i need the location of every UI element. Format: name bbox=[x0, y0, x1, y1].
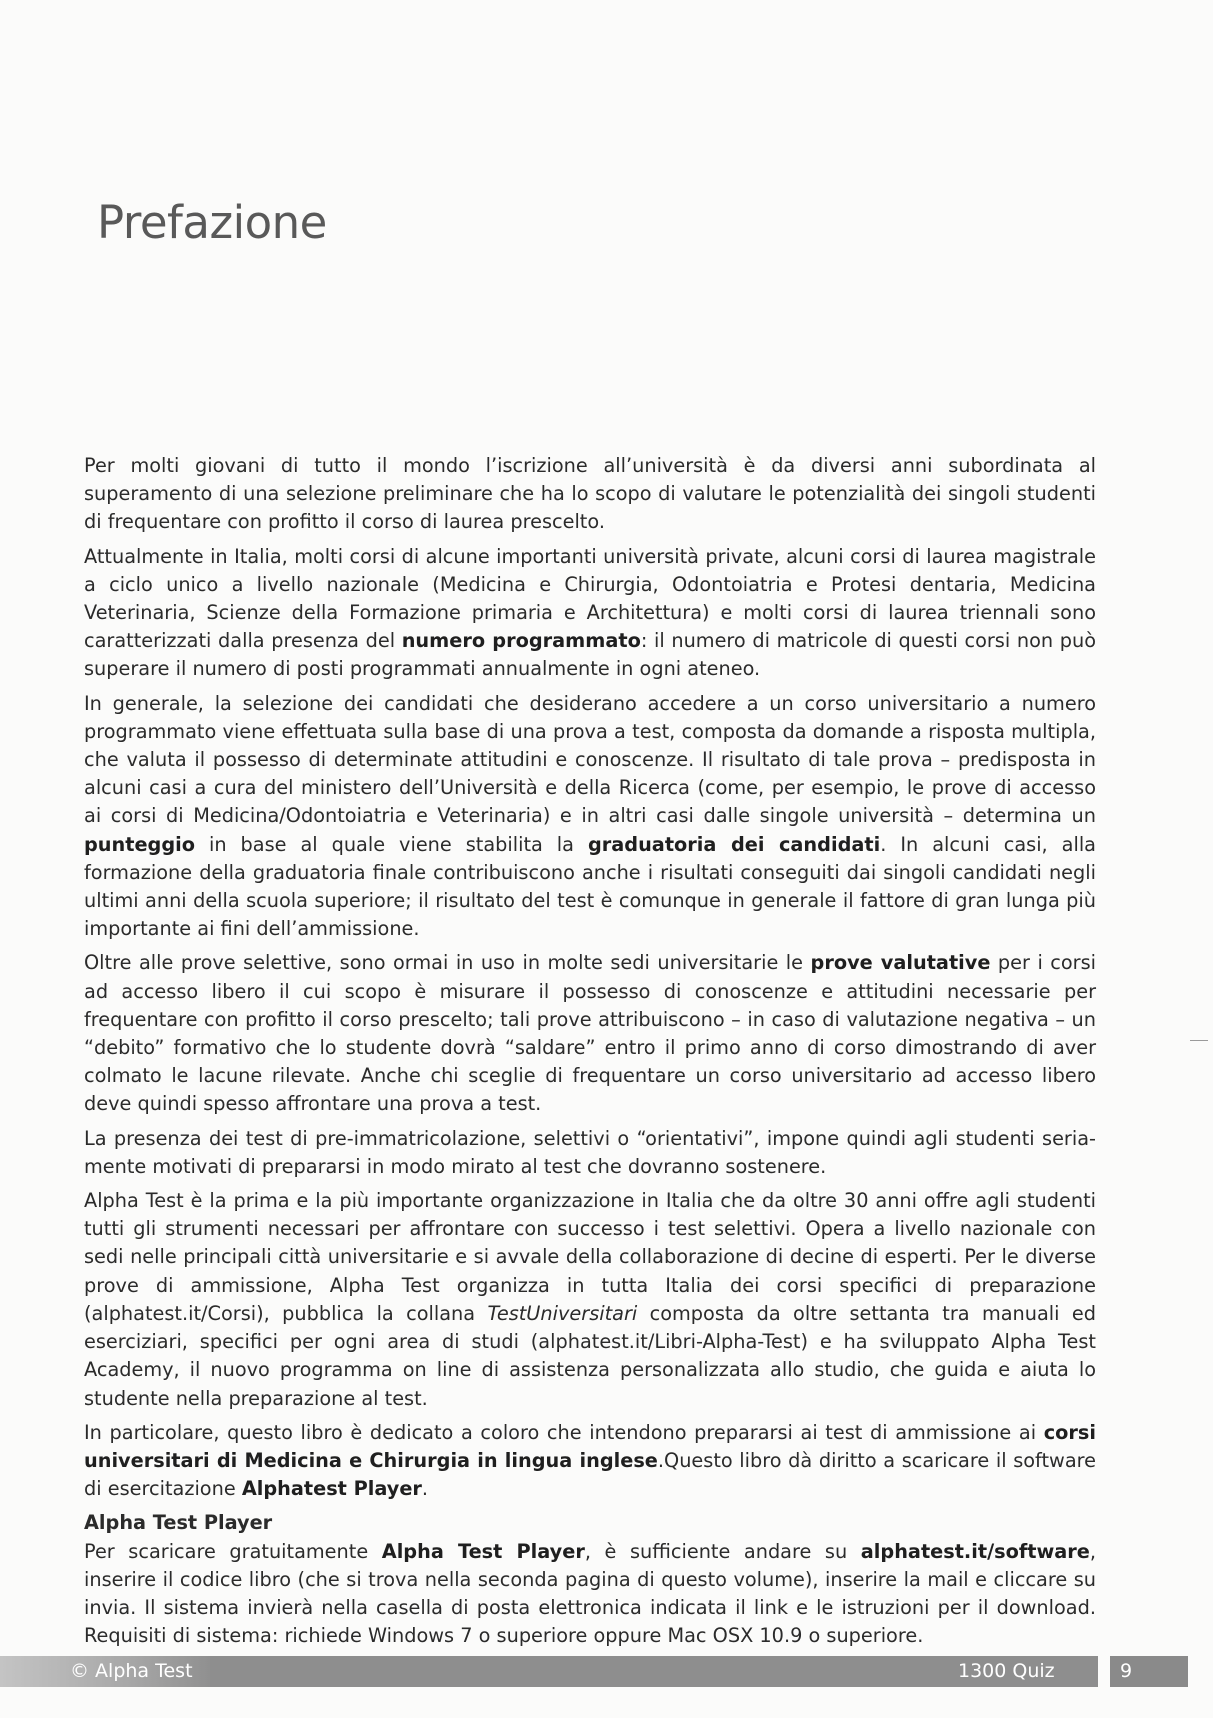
paragraph-3-bold-graduatoria: graduatoria dei candidati bbox=[587, 832, 881, 856]
paragraph-6-text-c: composta da oltre settanta tra manuali ed eserciziari, specifici per ogni area di studi (alphatest.it/Libri-Alpha-Test) e ha sviluppato Alpha Test Academy, il nuovo programma on line di assistenza personalizzata allo studio, che guida e aiuta lo studente nella preparazione al test. bbox=[84, 1301, 1096, 1410]
paragraph-2-bold-numero-programmato: numero programmato bbox=[401, 629, 641, 653]
paragraph-3-text-a: In generale, la selezione dei candidati che desiderano accedere a un corso universitario a numero programmato viene effettuata sulla base di una prova a test, composta da domande a risposta multipla, che valuta il possesso di determinate attitudini e conoscenze. Il risultato di tale prova – predisposta in alcuni casi a cura del ministero dell’Università e della Ricerca (come, per esempio, le prove di accesso ai corsi di Medicina/Odontoiatria e Veterinaria) e in altri casi dalle singole università – determina un bbox=[84, 691, 1096, 828]
paragraph-3 bbox=[84, 690, 1096, 944]
paragraph-8-text-a: Per scaricare gratuitamente bbox=[84, 1539, 382, 1563]
paragraph-3-bold-punteggio: punteggio bbox=[84, 832, 196, 856]
paragraph-6-text-a: Alpha Test è la prima e la più importante organizzazione in Italia che da oltre 30 anni offre agli studenti tutti gli strumenti necessari per affrontare con successo i test selettivi. Opera a livello nazionale con sedi nelle principali città universitarie e si avvale della collaborazione di decine di esperti. Per le diverse prove di ammissione, Alpha Test organizza in tutta Italia dei corsi specifici di preparazione (alphatest.it/Corsi), pubblica la collana bbox=[84, 1189, 1096, 1325]
paragraph-8-bold-player: Alpha Test Player bbox=[381, 1539, 585, 1563]
paragraph-7-text-e: . bbox=[421, 1477, 429, 1501]
paragraph-4-bold-prove-valutative: prove valutative bbox=[810, 951, 991, 975]
paragraph-2-text-c: : il numero di matricole di questi corsi non può superare il numero di posti programmati annualmente in ogni ateneo. bbox=[84, 629, 1096, 681]
paragraph-6-italic-series: TestUniversitari bbox=[487, 1301, 638, 1325]
paragraph-2 bbox=[84, 543, 1096, 684]
paragraph-7 bbox=[84, 1419, 1096, 1504]
footer-copyright: © Alpha Test bbox=[70, 1660, 193, 1682]
section-subheading: Alpha Test Player bbox=[84, 1511, 273, 1535]
page-title: Prefazione bbox=[97, 196, 327, 249]
paragraph-7-bold-player: Alphatest Player bbox=[241, 1477, 422, 1501]
paragraph-2-text-a: Attualmente in Italia, molti corsi di alcune importanti università private, alcuni corsi di laurea magistrale a ciclo unico a livello nazionale (Medicina e Chirurgia, Odontoiatria e Protesi dentaria, Medicina Veterinaria, Scienze della Formazione primaria e Architettura) e molti corsi di laurea triennali sono caratterizzati dalla presenza del bbox=[84, 544, 1096, 653]
paragraph-4-text-a: Oltre alle prove selettive, sono ormai in uso in molte sedi universitarie le bbox=[84, 951, 811, 975]
paragraph-8-text-e: , inserire il codice libro (che si trova nella seconda pagina di questo volume), inserire la mail e cliccare su invia. Il sistema invierà nella casella di posta elettronica indicata il link e le istruzioni per il download. Requisiti di sistema: richiede Windows 7 o superiore oppure Mac OSX 10.9 o superiore. bbox=[84, 1539, 1096, 1648]
paragraph-8-text-c: , è sufficiente andare su bbox=[584, 1539, 861, 1563]
paragraph-7-text-a: In particolare, questo libro è dedicato a coloro che intendono prepararsi ai test di ammissione ai bbox=[84, 1420, 1044, 1444]
paragraph-8 bbox=[84, 1538, 1096, 1651]
margin-mark bbox=[1190, 1040, 1208, 1041]
paragraph-8-bold-url: alphatest.it/software bbox=[860, 1539, 1090, 1563]
preface-body bbox=[84, 452, 1096, 1656]
paragraph-7-text-c: .Questo libro dà diritto a scaricare il software di esercitazione bbox=[84, 1448, 1096, 1501]
paragraph-4-text-c: per i corsi ad accesso libero il cui scopo è misurare il possesso di conoscenze e attitudini necessarie per frequentare con profitto il corso prescelto; tali prove attribuiscono – in caso di valutazione negativa – un “debito” formativo che lo studente dovrà “saldare” entro il primo anno di corso dimostrando di aver colmato le lacune rilevate. Anche chi sceglie di frequentare un corso universitario ad accesso libero deve quindi spesso affrontare una prova a test. bbox=[84, 951, 1097, 1116]
page-number-box bbox=[1098, 1656, 1188, 1687]
paragraph-3-text-c: in base al quale viene stabilita la bbox=[195, 832, 588, 856]
paragraph-7-bold-courses: corsi universitari di Medicina e Chirurgia in lingua inglese bbox=[84, 1420, 1096, 1472]
paragraph-1: Per molti giovani di tutto il mondo l’iscrizione all’università è da diversi anni subordinata al superamento di una selezione preliminare che ha lo scopo di valutare le potenzialità dei singoli studenti di frequentare con profitto il corso di laurea prescelto. bbox=[84, 454, 1096, 534]
paragraph-6 bbox=[84, 1187, 1096, 1413]
paragraph-4 bbox=[84, 949, 1096, 1118]
page-footer bbox=[0, 1636, 1213, 1686]
paragraph-3-text-e: . In alcuni casi, alla formazione della graduatoria finale contribuiscono anche i risultati conseguiti dai singoli candidati negli ultimi anni della scuola superiore; il risultato del test è comunque in generale il fattore di gran lunga più importante ai fini dell’ammissione. bbox=[84, 832, 1096, 941]
footer-book-title: 1300 Quiz bbox=[958, 1660, 1055, 1682]
paragraph-5: La presenza dei test di pre-immatricolazione, selettivi o “orientativi”, impone quindi agli studenti seriamente motivati di prepararsi in modo mirato al test che dovranno sostenere. bbox=[84, 1126, 1096, 1178]
page-number: 9 bbox=[1120, 1660, 1133, 1682]
